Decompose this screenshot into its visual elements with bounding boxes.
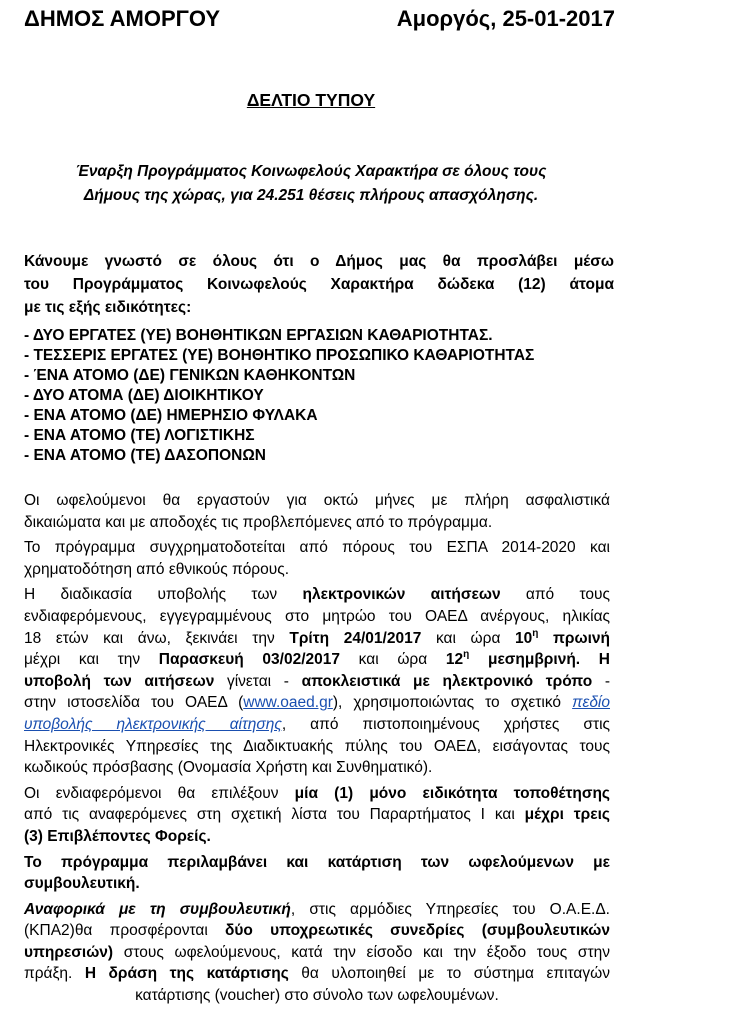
body-line: Οι ωφελούμενοι θα εργαστούν για οκτώ μήνες με πλήρη ασφαλιστικά bbox=[24, 492, 610, 509]
paragraph-funding bbox=[24, 537, 610, 580]
text-run: Οι ενδιαφερόμενοι θα επιλέξουν bbox=[24, 784, 295, 802]
text-run: από τις αναφερόμενες στη σχετική λίστα του Παραρτήματος Ι και bbox=[24, 806, 525, 824]
ordinal-suffix: η bbox=[463, 649, 470, 661]
body-line bbox=[24, 671, 610, 693]
text-run-bold: μέχρι τρεις bbox=[524, 806, 610, 824]
body-line bbox=[24, 628, 610, 650]
document-header bbox=[24, 6, 615, 38]
specialty-item: - ΔΥΟ ΑΤΟΜΑ (ΔΕ) ΔΙΟΙΚΗΤΙΚΟΥ bbox=[24, 387, 264, 404]
text-run: - bbox=[592, 672, 611, 690]
body-line: ενδιαφερόμενους, εγγεγραμμένους στο μητρώο του ΟΑΕΔ ανέργους, ηλικίας bbox=[24, 607, 610, 625]
subtitle-line-2: Δήμους της χώρας, για 24.251 θέσεις πλήρους απασχόλησης. bbox=[83, 187, 539, 204]
body-line bbox=[24, 920, 610, 942]
body-line bbox=[24, 714, 610, 736]
text-run: γίνεται - bbox=[214, 672, 302, 690]
organization-name: ΔΗΜΟΣ ΑΜΟΡΓΟΥ bbox=[24, 6, 221, 31]
text-run: πράξη. bbox=[24, 965, 85, 983]
specialty-item: - ΕΝΑ ΑΤΟΜΟ (ΤΕ) ΛΟΓΙΣΤΙΚΗΣ bbox=[24, 427, 255, 444]
body-line bbox=[24, 942, 610, 964]
end-date: Παρασκευή 03/02/2017 bbox=[158, 651, 340, 669]
subtitle-line-1: Έναρξη Προγράμματος Κοινωφελούς Χαρακτήρα σε όλους τους bbox=[75, 163, 547, 180]
paragraph-duration bbox=[24, 490, 610, 533]
text-run: , από πιστοποιημένους χρήστες στις bbox=[281, 715, 610, 733]
body-line: χρηματοδότηση από εθνικούς πόρους. bbox=[24, 560, 289, 578]
specialty-item: - ΤΕΣΣΕΡΙΣ ΕΡΓΑΤΕΣ (ΥΕ) ΒΟΗΘΗΤΙΚΟ ΠΡΟΣΩΠΙΚΟ ΚΑΘΑΡΙΟΤΗΤΑΣ bbox=[24, 347, 535, 364]
text-run: Η διαδικασία υποβολής των bbox=[24, 586, 303, 604]
text-run-bold: μεσημβρινή bbox=[469, 651, 576, 669]
text-run-bold-italic: Αναφορικά με τη συμβουλευτική bbox=[24, 900, 291, 918]
text-run: , στις αρμόδιες Υπηρεσίες του Ο.Α.Ε.Δ. bbox=[290, 900, 610, 918]
text-run: (ΚΠΑ2)θα προσφέρονται bbox=[24, 922, 225, 940]
body-line bbox=[24, 899, 610, 921]
paragraph-counseling bbox=[24, 899, 610, 1007]
text-run: 18 ετών και άνω, ξεκινάει την bbox=[24, 629, 290, 647]
place-and-date: Αμοργός, 25-01-2017 bbox=[396, 6, 615, 31]
body-line: Ηλεκτρονικές Υπηρεσίες της Διαδικτυακής πύλης του ΟΑΕΔ, εισάγοντας τους bbox=[24, 737, 610, 755]
application-field-link[interactable]: πεδίο bbox=[572, 694, 610, 712]
start-hour: 10 bbox=[515, 629, 533, 647]
text-run-bold: Η δράση της κατάρτισης bbox=[84, 965, 289, 983]
text-run: στους ωφελούμενους, κατά την είσοδο και την έξοδο τους στην bbox=[113, 943, 610, 961]
body-line bbox=[24, 804, 610, 826]
text-run-bold: δύο υποχρεωτικές συνεδρίες (συμβουλευτικών bbox=[225, 922, 610, 940]
text-run: θα υλοποιηθεί με το σύστημα επιταγών bbox=[288, 965, 610, 983]
text-run: από τους bbox=[500, 586, 610, 604]
paragraph-application-procedure bbox=[24, 584, 610, 778]
document-body bbox=[24, 490, 610, 1011]
intro-line-2: του Προγράμματος Κοινωφελούς Χαρακτήρα δώδεκα (12) άτομα bbox=[24, 276, 614, 293]
text-run-bold: υπηρεσιών) bbox=[24, 943, 114, 961]
press-release-title: ΔΕΛΤΙΟ ΤΥΠΟΥ bbox=[246, 90, 376, 110]
text-run-bold: ηλεκτρονικών αιτήσεων bbox=[302, 586, 501, 604]
text-run-bold: μία (1) μόνο ειδικότητα τοποθέτησης bbox=[294, 784, 610, 802]
text-run: στην ιστοσελίδα του ΟΑΕΔ ( bbox=[24, 694, 244, 712]
body-line: δικαιώματα και με αποδοχές τις προβλεπόμενες από το πρόγραμμα. bbox=[24, 513, 493, 531]
text-run: και ώρα bbox=[421, 629, 516, 647]
text-run-bold: πρωινή bbox=[538, 629, 610, 647]
body-line bbox=[24, 783, 610, 805]
body-line bbox=[24, 584, 610, 606]
specialty-item: - ΔΥΟ ΕΡΓΑΤΕΣ (ΥΕ) ΒΟΗΘΗΤΙΚΩΝ ΕΡΓΑΣΙΩΝ ΚΑΘΑΡΙΟΤΗΤΑΣ. bbox=[24, 327, 493, 344]
body-line: Το πρόγραμμα περιλαμβάνει και κατάρτιση των ωφελούμενων με bbox=[24, 853, 610, 871]
intro-paragraph bbox=[24, 250, 614, 319]
paragraph-training bbox=[24, 852, 610, 895]
specialties-list bbox=[24, 326, 644, 466]
body-line: (3) Επιβλέποντες Φορείς. bbox=[24, 827, 211, 845]
intro-line-3: με τις εξής ειδικότητες: bbox=[24, 299, 192, 316]
text-run: μέχρι και την bbox=[24, 651, 159, 669]
body-line bbox=[24, 963, 610, 985]
body-line bbox=[24, 649, 610, 671]
body-line: Το πρόγραμμα συγχρηματοδοτείται από πόρους του ΕΣΠΑ 2014-2020 και bbox=[24, 539, 610, 557]
text-run-bold: αποκλειστικά με ηλεκτρονικό τρόπο bbox=[301, 672, 593, 690]
document-subtitle bbox=[0, 160, 622, 208]
text-run: ), χρησιμοποιώντας το σχετικό bbox=[332, 694, 573, 712]
text-run-bold: . Η bbox=[575, 651, 610, 669]
body-line: κατάρτισης (voucher) στο σύνολο των ωφελουμένων. bbox=[135, 987, 499, 1005]
body-line: κωδικούς πρόσβασης (Ονομασία Χρήστη και Συνθηματικό). bbox=[24, 759, 433, 777]
intro-line-1: Κάνουμε γνωστό σε όλους ότι ο Δήμος μας θα προσλάβει μέσω bbox=[24, 253, 614, 270]
body-line bbox=[24, 692, 610, 714]
specialty-item: - ΕΝΑ ΑΤΟΜΟ (ΤΕ) ΔΑΣΟΠΟΝΩΝ bbox=[24, 447, 266, 464]
end-hour: 12 bbox=[445, 651, 464, 669]
start-date: Τρίτη 24/01/2017 bbox=[289, 629, 422, 647]
text-run: και ώρα bbox=[339, 651, 446, 669]
ordinal-suffix: η bbox=[532, 627, 539, 639]
body-line: συμβουλευτική. bbox=[24, 875, 140, 893]
specialty-item: - ΈΝΑ ΑΤΟΜΟ (ΔΕ) ΓΕΝΙΚΩΝ ΚΑΘΗΚΟΝΤΩΝ bbox=[24, 367, 356, 384]
paragraph-choices bbox=[24, 783, 610, 848]
application-field-link[interactable]: υποβολής ηλεκτρονικής αίτησης bbox=[24, 715, 282, 733]
text-run-bold: υποβολή των αιτήσεων bbox=[24, 672, 215, 690]
oaed-website-link[interactable]: www.oaed.gr bbox=[243, 694, 333, 712]
specialty-item: - ΕΝΑ ΑΤΟΜΟ (ΔΕ) ΗΜΕΡΗΣΙΟ ΦΥΛΑΚΑ bbox=[24, 407, 318, 424]
